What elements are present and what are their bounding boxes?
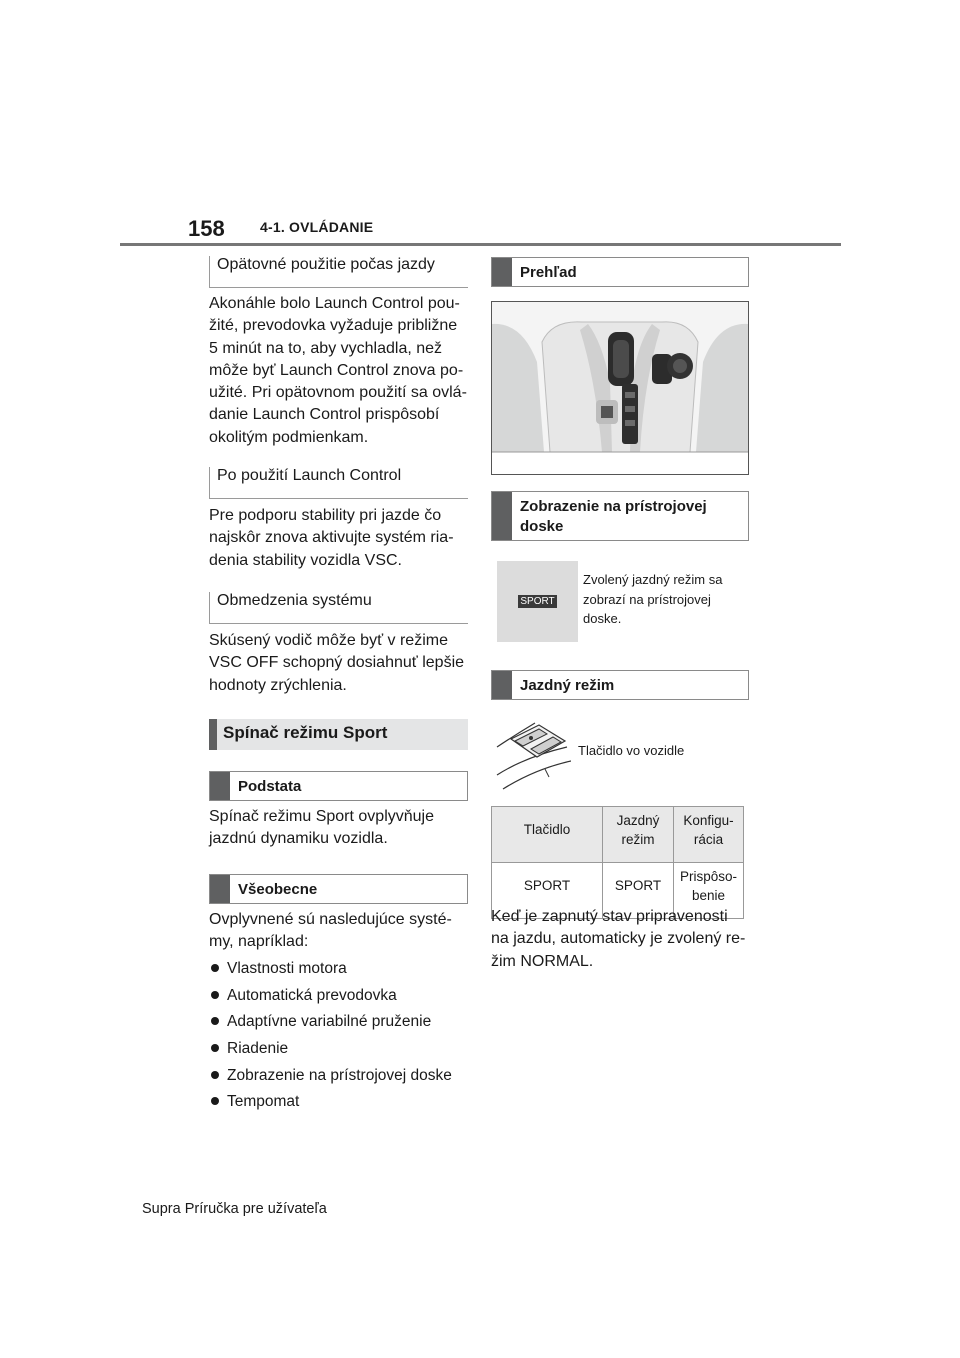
header-rule (120, 243, 841, 246)
accent-bar (210, 875, 230, 903)
header-cell: Konfigu- rácia (674, 807, 744, 863)
drive-mode-heading: Jazdný režim (491, 670, 749, 700)
accent-bar (492, 671, 512, 699)
sport-section-heading: Spínač režimu Sport (209, 719, 468, 750)
table-cell: SPORT (492, 863, 603, 919)
list-item: Vlastnosti motora (211, 960, 347, 978)
bullet-icon (211, 1071, 219, 1079)
sport-mode-badge: SPORT (518, 595, 557, 608)
header-cell: Tlačidlo (492, 807, 603, 863)
center-console-illustration (491, 301, 749, 475)
table-cell: Prispôso- benie (674, 863, 744, 919)
display-thumbnail (497, 561, 578, 642)
page-number: 158 (188, 216, 225, 241)
bullet-icon (211, 1044, 219, 1052)
principle-heading: Podstata (209, 771, 468, 801)
general-paragraph: Ovplyvnené sú nasledujúce systé- my, napríklad: (209, 911, 452, 951)
bullet-icon (211, 991, 219, 999)
reuse-heading-text: Opätovné použitie počas jazdy (217, 256, 435, 273)
button-caption: Tlačidlo vo vozidle (578, 743, 685, 758)
general-heading: Všeobecne (209, 874, 468, 904)
bullet-icon (211, 1097, 219, 1105)
accent-bar (492, 492, 512, 540)
list-item: Automatická prevodovka (211, 987, 397, 1005)
table-cell: SPORT (603, 863, 674, 919)
list-item: Tempomat (211, 1093, 299, 1111)
console-drawing (492, 302, 748, 474)
sport-button-illustration (495, 717, 571, 791)
table-header-row (492, 807, 744, 863)
bullet-icon (211, 964, 219, 972)
reuse-heading (209, 256, 468, 288)
list-item: Adaptívne variabilné pruženie (211, 1013, 431, 1031)
overview-heading: Prehľad (491, 257, 749, 287)
header-cell: Jazdný režim (603, 807, 674, 863)
after-launch-heading: Po použití Launch Control (209, 467, 468, 499)
closing-paragraph: Keď je zapnutý stav pripravenosti na jazdu, automaticky je zvolený re- žim NORMAL. (491, 908, 746, 970)
principle-paragraph: Spínač režimu Sport ovplyvňuje jazdnú dynamiku vozidla. (209, 808, 434, 848)
limits-heading: Obmedzenia systému (209, 592, 468, 624)
display-heading: Zobrazenie na prístrojovej doske (491, 491, 749, 541)
list-item: Riadenie (211, 1040, 288, 1058)
sport-button-drawing (495, 717, 571, 791)
footer-text: Supra Príručka pre užívateľa (142, 1201, 327, 1217)
bullet-icon (211, 1017, 219, 1025)
display-description: Zvolený jazdný režim sa zobrazí na prístrojovej doske. (583, 572, 723, 626)
chapter-title: 4-1. OVLÁDANIE (260, 219, 374, 235)
mode-table-wrapper (491, 806, 744, 919)
reuse-paragraph: Akonáhle bolo Launch Control pou- žité, prevodovka vyžaduje približne 5 minút na to, aby vychladla, než môže byť Launch Control znova po- užité. Pri opätovnom použití sa ovlá- danie Launch Control prispôsobí okolitým podmienkam. (209, 295, 467, 446)
mode-table (491, 806, 744, 919)
limits-paragraph: Skúsený vodič môže byť v režime VSC OFF schopný dosiahnuť lepšie hodnoty zrýchlenia. (209, 632, 465, 694)
accent-bar (492, 258, 512, 286)
accent-bar (210, 772, 230, 800)
after-launch-paragraph: Pre podporu stability pri jazde čo najskôr znova aktivujte systém ria- denia stability vozidla VSC. (209, 507, 454, 569)
list-item: Zobrazenie na prístrojovej doske (211, 1067, 452, 1085)
